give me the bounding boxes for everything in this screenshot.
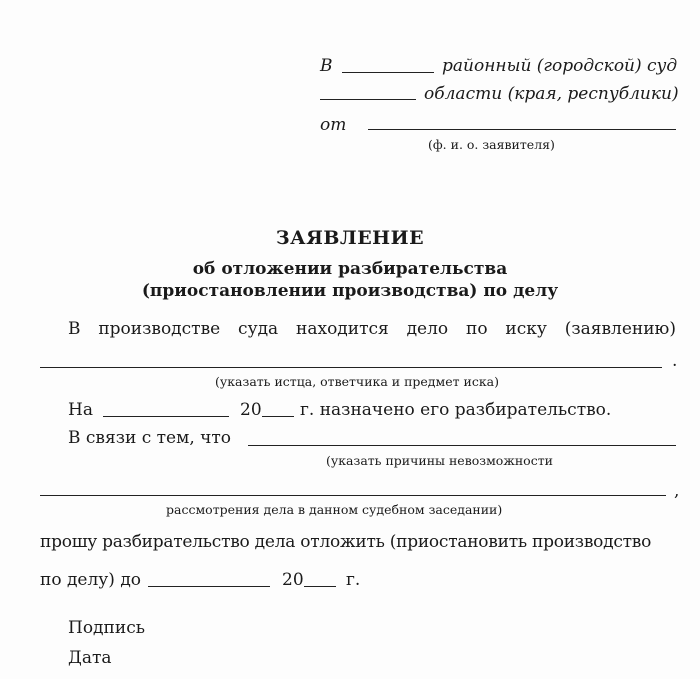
- prefix-from: от: [320, 115, 347, 135]
- word: иску: [505, 319, 547, 339]
- word: (заявлению): [564, 319, 676, 339]
- word: производстве: [98, 319, 221, 339]
- court-name-input[interactable]: [342, 53, 434, 71]
- line-end-dot: .: [672, 351, 678, 371]
- region-input[interactable]: [320, 80, 416, 98]
- document-title: ЗАЯВЛЕНИЕ: [275, 227, 425, 249]
- until-date-input[interactable]: [148, 567, 270, 585]
- prefix-v: В: [320, 56, 333, 76]
- year-prefix-2: 20: [282, 570, 304, 590]
- document-subtitle-2: (приостановлении производства) по делу: [141, 281, 559, 301]
- request-text: прошу разбирательство дела отложить (приостановить производство: [40, 532, 652, 552]
- line-end-comma: ,: [674, 481, 680, 501]
- parties-hint: (указать истца, ответчика и предмет иска): [215, 374, 499, 389]
- court-label: районный (городской) суд: [442, 56, 678, 76]
- date-input[interactable]: [103, 397, 229, 415]
- reasons-field[interactable]: [248, 445, 676, 446]
- year-prefix: 20: [240, 400, 262, 420]
- region-field[interactable]: [320, 99, 416, 100]
- reasons-field-2[interactable]: [40, 495, 666, 496]
- applicant-field[interactable]: [368, 129, 676, 130]
- year-field[interactable]: [262, 416, 294, 417]
- date-label: Дата: [68, 648, 112, 668]
- parties-input[interactable]: [40, 348, 662, 366]
- until-year-input[interactable]: [304, 567, 336, 585]
- word: по: [465, 319, 488, 339]
- until-date-field[interactable]: [148, 586, 270, 587]
- court-name-field[interactable]: [342, 72, 434, 73]
- word: дело: [406, 319, 449, 339]
- document-subtitle-1: об отложении разбирательства: [192, 259, 508, 279]
- reasons-hint-1: (указать причины невозможности: [326, 453, 553, 468]
- prefix-na: На: [68, 400, 93, 420]
- applicant-input[interactable]: [368, 110, 676, 128]
- word: В: [68, 319, 81, 339]
- signature-label: Подпись: [68, 618, 145, 638]
- paragraph-case: [68, 319, 676, 339]
- until-text: по делу) до: [40, 570, 142, 590]
- word: суда: [238, 319, 279, 339]
- scheduled-text: г. назначено его разбирательство.: [300, 400, 612, 420]
- parties-field[interactable]: [40, 367, 662, 368]
- applicant-hint: (ф. и. о. заявителя): [428, 137, 555, 152]
- date-field[interactable]: [103, 416, 229, 417]
- reasons-hint-2: рассмотрения дела в данном судебном заседании): [166, 502, 503, 517]
- reasons-input[interactable]: [248, 426, 676, 444]
- year-input[interactable]: [262, 397, 294, 415]
- region-label: области (края, республики): [424, 84, 679, 104]
- year-suffix: г.: [346, 570, 361, 590]
- until-year-field[interactable]: [304, 586, 336, 587]
- reasons-input-2[interactable]: [40, 476, 666, 494]
- reason-prefix: В связи с тем, что: [68, 428, 232, 448]
- word: находится: [296, 319, 389, 339]
